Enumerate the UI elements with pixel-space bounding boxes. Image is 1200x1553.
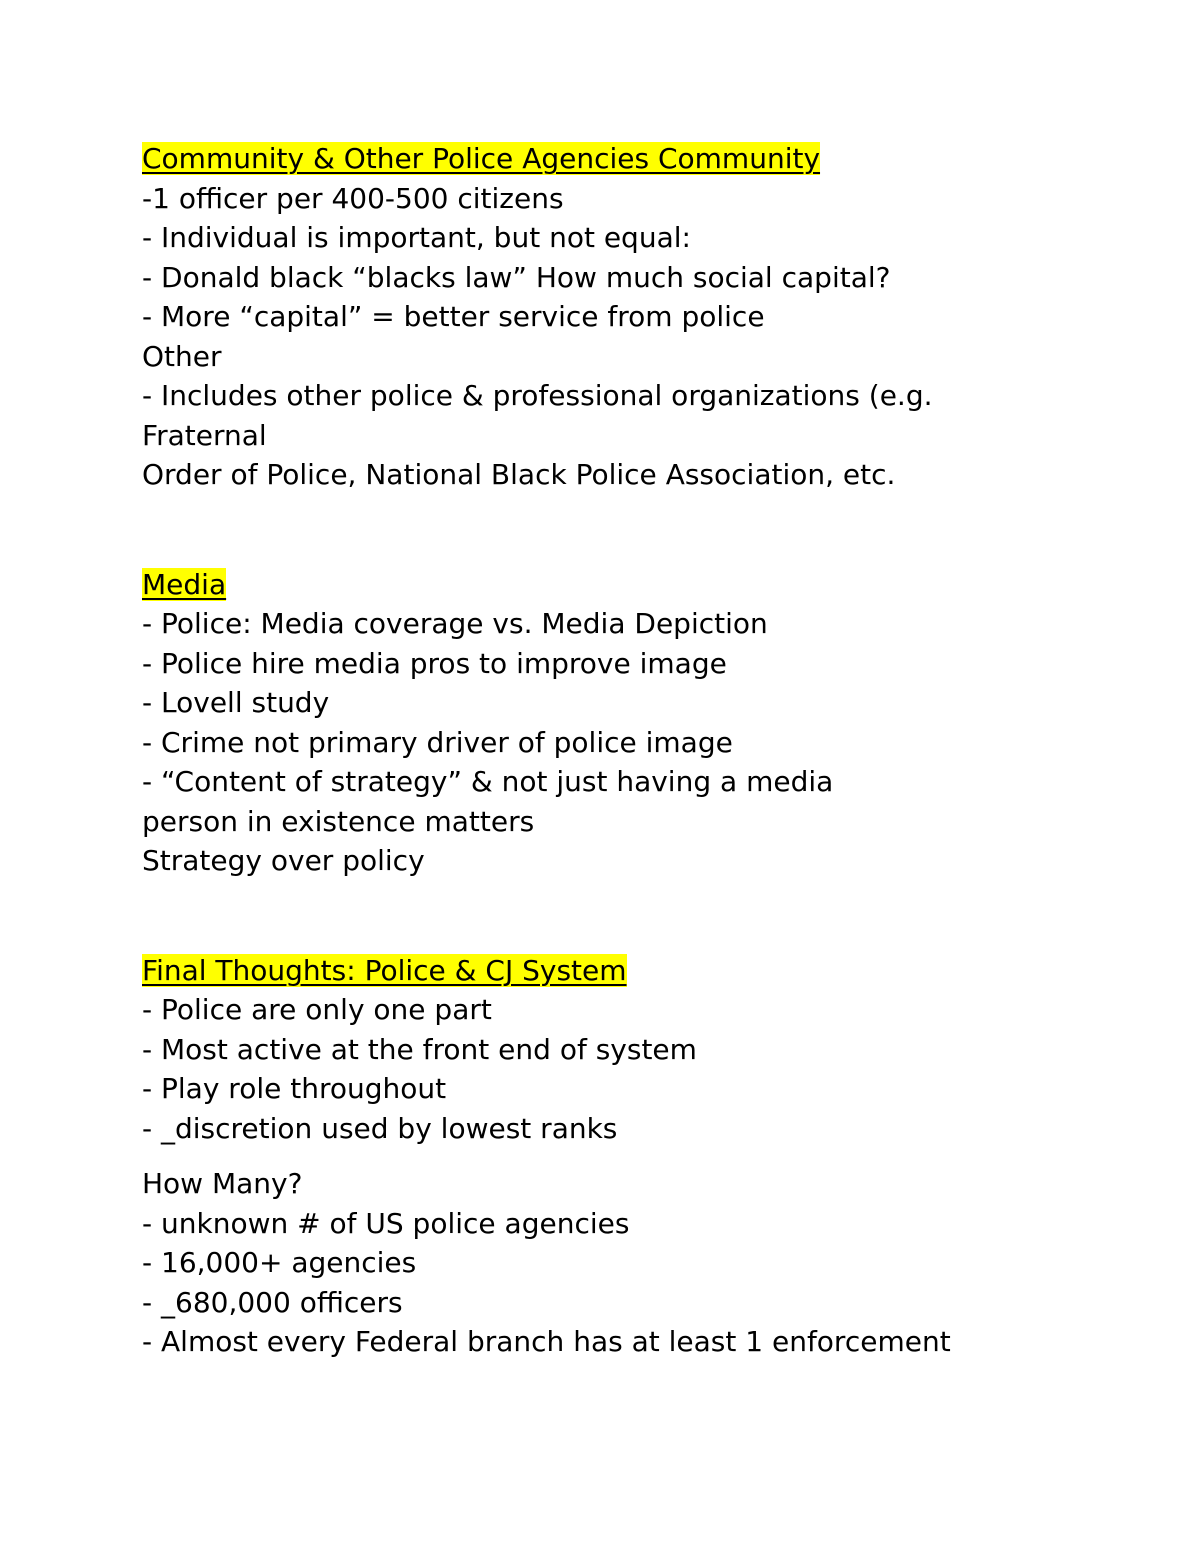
text-line: - _discretion used by lowest ranks (142, 1111, 618, 1145)
section-spacer (142, 1148, 1102, 1164)
text-line: - Police hire media pros to improve image (142, 646, 727, 680)
section-community (142, 139, 1102, 495)
text-line: - Police are only one part (142, 993, 492, 1026)
text-line: - unknown # of US police agencies (142, 1206, 630, 1240)
text-line: Order of Police, National Black Police Association, etc. (142, 458, 896, 491)
text-line: - Crime not primary driver of police image (142, 725, 733, 759)
text-line: - Police: Media coverage vs. Media Depiction (142, 607, 768, 640)
text-line: - 16,000+ agencies (142, 1246, 417, 1279)
text-line: - Individual is important, but not equal: (142, 221, 691, 254)
text-line: - Play role throughout (142, 1072, 447, 1105)
document-body (142, 139, 1102, 1362)
section-spacer (142, 495, 1102, 565)
text-line: - Almost every Federal branch has at least 1 enforcement (142, 1325, 951, 1358)
text-line: - Lovell study (142, 686, 330, 719)
section-spacer (142, 881, 1102, 951)
text-line: Strategy over policy (142, 844, 425, 877)
text-line: -1 officer per 400-500 citizens (142, 181, 564, 215)
text-line: - Most active at the front end of system (142, 1032, 697, 1066)
text-line: Fraternal (142, 418, 267, 452)
text-line: - “Content of strategy” & not just having a media (142, 765, 834, 798)
section-how-many (142, 1164, 1102, 1362)
text-line: - More “capital” = better service from police (142, 300, 765, 333)
text-line: How Many? (142, 1167, 303, 1200)
section-media (142, 565, 1102, 881)
section-heading-media: Media (142, 567, 227, 601)
section-heading-community: Community & Other Police Agencies Community (142, 142, 821, 175)
text-line: Other (142, 339, 222, 373)
section-final-thoughts (142, 951, 1102, 1149)
section-heading-final-thoughts: Final Thoughts: Police & CJ System (142, 953, 627, 987)
text-line: - Donald black “blacks law” How much social capital? (142, 260, 891, 294)
text-line: - _680,000 officers (142, 1285, 403, 1319)
text-line: person in existence matters (142, 804, 535, 838)
text-line: - Includes other police & professional organizations (e.g. (142, 379, 933, 412)
